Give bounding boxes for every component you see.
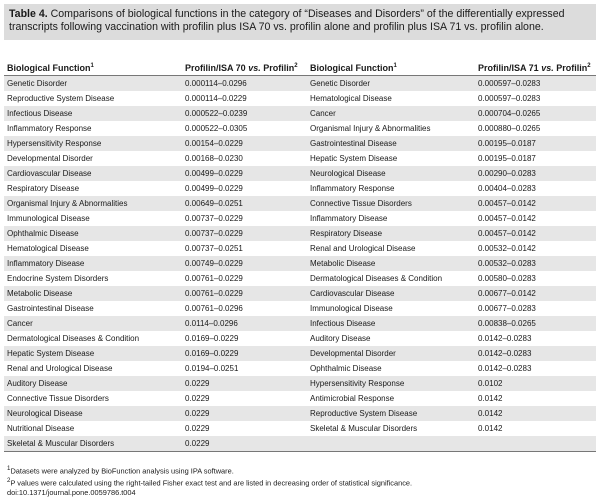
table-row [4, 271, 596, 286]
pvalue-71-cell [475, 436, 596, 452]
pvalue-70-cell: 0.000522–0.0239 [182, 106, 307, 121]
function-71-cell: Neurological Disease [307, 166, 475, 181]
table-row [4, 286, 596, 301]
table-row [4, 316, 596, 331]
footnote-2: $^2$P values were calculated using the right-tailed Fisher exact test and are listed in decreasing order of statistical significance. [7, 476, 413, 488]
function-70-cell: Inflammatory Response [7, 124, 92, 133]
function-70-cell: Hypersensitivity Response [4, 136, 182, 151]
pvalue-70-cell: 0.00761–0.0229 [185, 274, 243, 283]
function-70-cell: Ophthalmic Disease [4, 226, 182, 241]
table-row [4, 346, 596, 361]
pvalue-71-cell: 0.00195–0.0187 [475, 136, 596, 151]
function-71-cell: Developmental Disorder [307, 346, 475, 361]
header-biological-function-2: Biological Function$^1$ [307, 60, 475, 76]
pvalue-70-cell: 0.00499–0.0229 [185, 184, 243, 193]
table-footnotes [4, 464, 596, 497]
doi: doi:10.1371/journal.pone.0059786.t004 [7, 487, 136, 497]
function-70-cell: Skeletal & Muscular Disorders [4, 436, 182, 452]
pvalue-71-cell: 0.0142 [478, 394, 503, 403]
pvalue-71-cell: 0.000880–0.0265 [478, 124, 541, 133]
table-row [4, 361, 596, 376]
function-70-cell: Hepatic System Disease [4, 346, 182, 361]
header-profilin-isa71: Profilin/ISA 71 vs. Profilin$^2$ [475, 60, 596, 76]
footnote-1: $^1$Datasets were analyzed by BioFunction analysis using IPA software. [7, 465, 234, 476]
function-70-cell: Organismal Injury & Abnormalities [4, 196, 182, 211]
function-70-cell: Reproductive System Disease [7, 94, 115, 103]
pvalue-71-cell: 0.0102 [475, 376, 596, 391]
function-71-cell: Reproductive System Disease [307, 406, 475, 421]
function-71-cell: Antimicrobial Response [310, 394, 395, 403]
pvalue-71-cell: 0.000597–0.0283 [478, 94, 541, 103]
table-row [4, 106, 596, 121]
table-row [4, 91, 596, 106]
pvalue-71-cell: 0.00580–0.0283 [478, 274, 536, 283]
function-71-cell: Infectious Disease [307, 316, 475, 331]
pvalue-70-cell: 0.00168–0.0230 [185, 154, 243, 163]
function-70-cell: Nutritional Disease [7, 424, 75, 433]
function-71-cell: Inflammatory Response [310, 184, 395, 193]
function-71-cell: Hypersensitivity Response [307, 376, 475, 391]
table-row [4, 331, 596, 346]
pvalue-71-cell: 0.00457–0.0142 [478, 214, 536, 223]
table-row [4, 226, 596, 241]
table-row [4, 256, 596, 271]
table-row [4, 421, 596, 436]
pvalue-71-cell: 0.00677–0.0283 [478, 304, 536, 313]
function-71-cell: Ophthalmic Disease [310, 364, 382, 373]
pvalue-70-cell: 0.000114–0.0229 [185, 94, 247, 103]
function-71-cell: Genetic Disorder [307, 76, 475, 92]
function-70-cell: Neurological Disease [4, 406, 182, 421]
header-biological-function-1: Biological Function$^1$ [4, 60, 182, 76]
table-row [4, 436, 596, 452]
pvalue-70-cell: 0.0169–0.0229 [185, 334, 239, 343]
header-row [4, 60, 596, 76]
function-70-cell: Endocrine System Disorders [7, 274, 109, 283]
function-70-cell: Infectious Disease [4, 106, 182, 121]
function-70-cell: Cardiovascular Disease [4, 166, 182, 181]
pvalue-71-cell: 0.000597–0.0283 [475, 76, 596, 92]
table-row [4, 301, 596, 316]
function-70-cell: Dermatological Diseases & Condition [7, 334, 140, 343]
function-70-cell: Genetic Disorder [4, 76, 182, 92]
pvalue-71-cell: 0.000704–0.0265 [475, 106, 596, 121]
function-71-cell: Skeletal & Muscular Disorders [310, 424, 418, 433]
function-71-cell [307, 436, 475, 452]
pvalue-71-cell: 0.00677–0.0142 [475, 286, 596, 301]
pvalue-71-cell: 0.00195–0.0187 [478, 154, 536, 163]
function-71-cell: Immunological Disease [310, 304, 393, 313]
pvalue-71-cell: 0.0142 [475, 406, 596, 421]
pvalue-70-cell: 0.000114–0.0296 [182, 76, 307, 92]
pvalue-71-cell: 0.0142–0.0283 [478, 364, 532, 373]
pvalue-70-cell: 0.0229 [185, 424, 210, 433]
header-profilin-isa70: Profilin/ISA 70 vs. Profilin$^2$ [182, 60, 307, 76]
function-70-cell: Cancer [4, 316, 182, 331]
function-71-cell: Hepatic System Disease [310, 154, 398, 163]
function-71-cell: Dermatological Diseases & Condition [310, 274, 443, 283]
caption-label: Table 4. [9, 8, 48, 20]
pvalue-70-cell: 0.0114–0.0296 [182, 316, 307, 331]
function-71-cell: Renal and Urological Disease [310, 244, 416, 253]
table-row [4, 241, 596, 256]
function-70-cell: Gastrointestinal Disease [7, 304, 94, 313]
function-71-cell: Hematological Disease [310, 94, 392, 103]
data-table [4, 60, 596, 452]
function-70-cell: Hematological Disease [7, 244, 89, 253]
pvalue-70-cell: 0.0229 [185, 394, 210, 403]
table-row [4, 166, 596, 181]
table-row [4, 406, 596, 421]
pvalue-70-cell: 0.00761–0.0229 [182, 286, 307, 301]
table-caption [4, 4, 596, 40]
function-70-cell: Auditory Disease [4, 376, 182, 391]
pvalue-71-cell: 0.00404–0.0283 [478, 184, 536, 193]
pvalue-70-cell: 0.00154–0.0229 [182, 136, 307, 151]
function-71-cell: Cardiovascular Disease [307, 286, 475, 301]
table-row [4, 211, 596, 226]
pvalue-70-cell: 0.00737–0.0251 [185, 244, 243, 253]
pvalue-71-cell: 0.00457–0.0142 [475, 196, 596, 211]
pvalue-71-cell: 0.0142–0.0283 [478, 334, 532, 343]
function-70-cell: Inflammatory Disease [4, 256, 182, 271]
function-70-cell: Metabolic Disease [4, 286, 182, 301]
table-row [4, 136, 596, 151]
pvalue-70-cell: 0.0229 [182, 376, 307, 391]
table-row [4, 76, 596, 92]
function-71-cell: Gastrointestinal Disease [307, 136, 475, 151]
pvalue-70-cell: 0.00499–0.0229 [182, 166, 307, 181]
function-71-cell: Connective Tissue Disorders [307, 196, 475, 211]
function-71-cell: Organismal Injury & Abnormalities [310, 124, 431, 133]
pvalue-71-cell: 0.00290–0.0283 [475, 166, 596, 181]
function-70-cell: Immunological Disease [7, 214, 90, 223]
pvalue-70-cell: 0.00749–0.0229 [182, 256, 307, 271]
pvalue-70-cell: 0.0229 [182, 406, 307, 421]
table-row [4, 151, 596, 166]
function-70-cell: Developmental Disorder [7, 154, 93, 163]
pvalue-71-cell: 0.00838–0.0265 [475, 316, 596, 331]
function-70-cell: Connective Tissue Disorders [7, 394, 109, 403]
pvalue-70-cell: 0.0169–0.0229 [182, 346, 307, 361]
function-71-cell: Auditory Disease [310, 334, 371, 343]
pvalue-71-cell: 0.0142 [478, 424, 503, 433]
function-71-cell: Respiratory Disease [307, 226, 475, 241]
pvalue-70-cell: 0.0229 [182, 436, 307, 452]
pvalue-70-cell: 0.0194–0.0251 [185, 364, 239, 373]
function-71-cell: Cancer [307, 106, 475, 121]
function-70-cell: Respiratory Disease [7, 184, 80, 193]
pvalue-70-cell: 0.00737–0.0229 [185, 214, 243, 223]
pvalue-71-cell: 0.00532–0.0283 [475, 256, 596, 271]
pvalue-70-cell: 0.00737–0.0229 [182, 226, 307, 241]
pvalue-70-cell: 0.000522–0.0305 [185, 124, 248, 133]
pvalue-70-cell: 0.00649–0.0251 [182, 196, 307, 211]
table-row [4, 391, 596, 406]
pvalue-71-cell: 0.00532–0.0142 [478, 244, 536, 253]
function-70-cell: Renal and Urological Disease [7, 364, 113, 373]
table-row [4, 121, 596, 136]
pvalue-71-cell: 0.0142–0.0283 [475, 346, 596, 361]
caption-text: Comparisons of biological functions in the category of “Diseases and Disorders” of the differentially expressed transcripts following vaccination with profilin plus ISA 70 vs. profilin alone and profilin plus ISA 71 vs. profilin alone. [9, 8, 565, 33]
pvalue-70-cell: 0.00761–0.0296 [185, 304, 243, 313]
table-row [4, 196, 596, 211]
function-71-cell: Metabolic Disease [307, 256, 475, 271]
function-71-cell: Inflammatory Disease [310, 214, 388, 223]
pvalue-71-cell: 0.00457–0.0142 [475, 226, 596, 241]
table-row [4, 376, 596, 391]
table-row [4, 181, 596, 196]
